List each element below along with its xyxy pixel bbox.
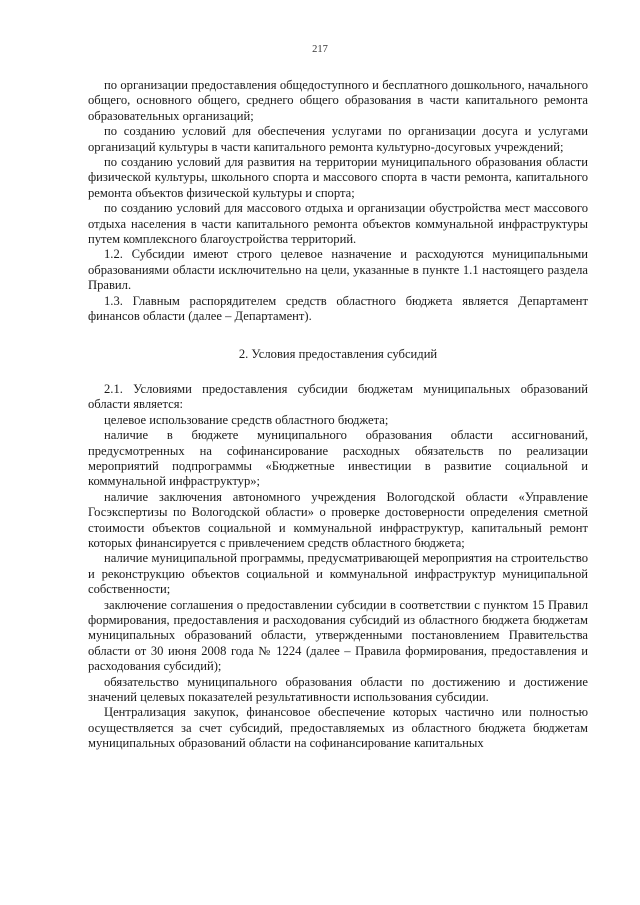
paragraph: 1.3. Главным распорядителем средств областного бюджета является Департамент финансов области (далее – Департамент). — [88, 293, 588, 324]
paragraph: по созданию условий для обеспечения услугами по организации досуга и услугами организаций культуры в части капитального ремонта культурно-досуговых учреждений; — [88, 124, 588, 154]
paragraph: 2.1. Условиями предоставления субсидии бюджетам муниципальных образований области является: — [88, 381, 588, 412]
paragraph: заключение соглашения о предоставлении субсидии в соответствии с пунктом 15 Правил формирования, предоставления и расходования субсидий из областного бюджета бюджетам муниципальных образований области, утвержденными постановлением Правительства области от 30 июня 2008 года № 1224 (далее – Правила формирования, предоставления и расходования субсидий); — [88, 597, 588, 674]
section-title: 2. Условия предоставления субсидий — [238, 346, 438, 361]
paragraph: наличие заключения автономного учреждения Вологодской области «Управление Госэкспертизы по Вологодской области» о проверке достоверности определения сметной стоимости объектов социальной и коммунальной инфраструктур, капитальный ремонт которых финансируется с привлечением средств областного бюджета; — [88, 489, 588, 550]
document-body — [88, 78, 588, 752]
paragraph: по созданию условий для массового отдыха и организации обустройства мест массового отдыха населения в части капитального ремонта объектов коммунальной инфраструктуры путем комплексного благоустройства территорий. — [88, 201, 588, 247]
paragraph: 1.2. Субсидии имеют строго целевое назначение и расходуются муниципальными образованиями области исключительно на цели, указанные в пункте 1.1 настоящего раздела Правил. — [88, 247, 588, 293]
paragraph: наличие муниципальной программы, предусматривающей мероприятия на строительство и реконструкцию объектов социальной и коммунальной инфраструктур муниципальной собственности; — [88, 551, 588, 597]
paragraph: по созданию условий для развития на территории муниципального образования области физической культуры, школьного спорта и массового спорта в части ремонта, капитального ремонта объектов физической культуры и спорта; — [88, 155, 588, 200]
paragraph: по организации предоставления общедоступного и бесплатного дошкольного, начального общего, основного общего, среднего общего образования в части капитального ремонта образовательных организаций; — [88, 78, 588, 123]
paragraph: Централизация закупок, финансовое обеспечение которых частично или полностью осуществляется за счет субсидий, предоставляемых из областного бюджета бюджетам муниципальных образований области на софинансирование капитальных — [88, 705, 588, 751]
page-number: 217 — [312, 44, 328, 55]
paragraph: целевое использование средств областного бюджета; — [104, 412, 389, 427]
paragraph: обязательство муниципального образования области по достижению и достижение значений целевых показателей результативности использования субсидии. — [88, 674, 588, 705]
paragraph: наличие в бюджете муниципального образования области ассигнований, предусмотренных на софинансирование расходных обязательств по реализации мероприятий подпрограммы «Бюджетные инвестиции в развитие социальной и коммунальной инфраструктур»; — [88, 428, 588, 489]
